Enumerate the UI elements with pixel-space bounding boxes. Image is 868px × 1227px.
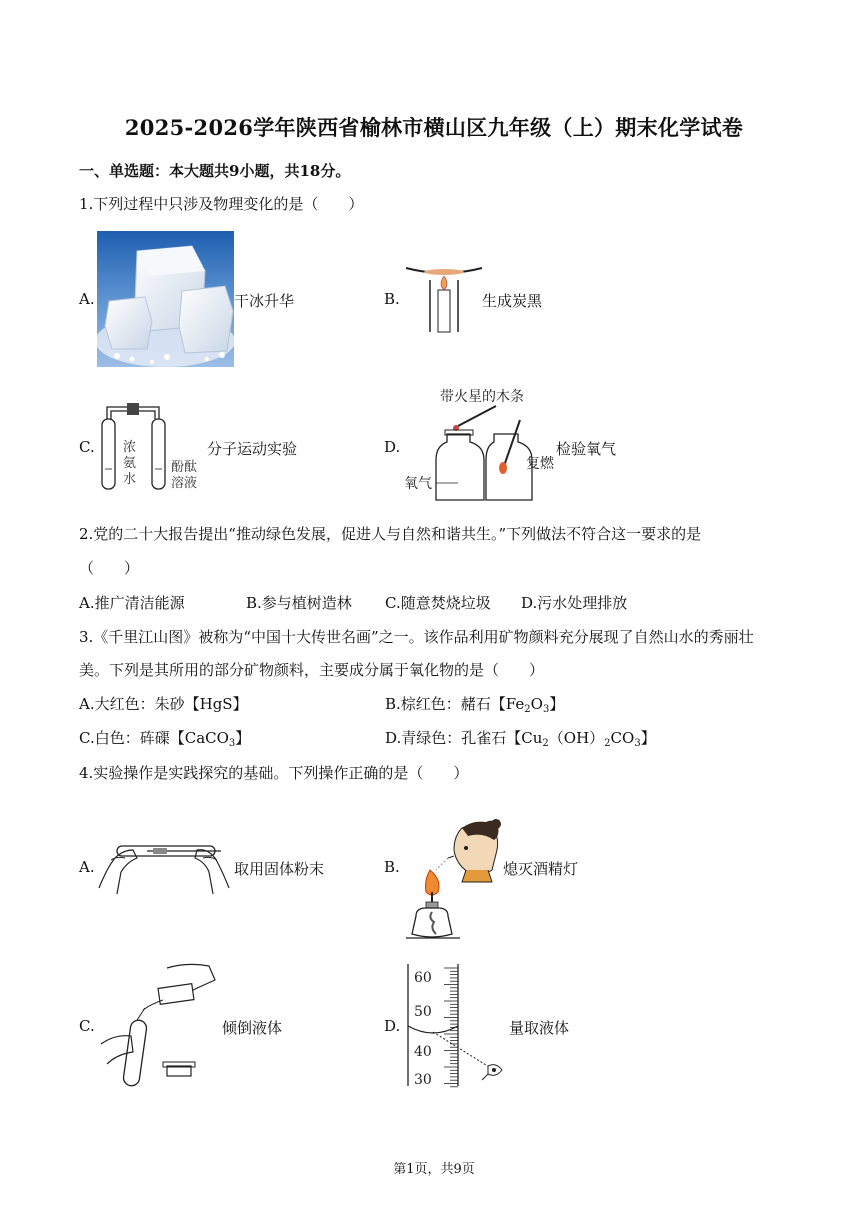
powder-sampling-illustration bbox=[97, 828, 231, 896]
svg-text:水: 水 bbox=[123, 472, 137, 487]
q1-option-b-text: 生成炭黑 bbox=[482, 292, 543, 310]
q2-stem-line1: 2.党的二十大报告提出“推动绿色发展，促进人与自然和谐共生。”下列做法不符合这一要求的是 bbox=[79, 525, 702, 543]
q2-stem-line2: （ ） bbox=[79, 559, 140, 577]
q1-option-b-letter: B. bbox=[384, 290, 400, 308]
q4-option-d-letter: D. bbox=[384, 1017, 401, 1035]
section-heading: 一、单选题：本大题共9小题，共18分。 bbox=[79, 162, 351, 180]
q4-stem: 4.实验操作是实践探究的基础。下列操作正确的是（ ） bbox=[79, 764, 469, 782]
q2-option-d: D.污水处理排放 bbox=[521, 594, 628, 612]
q1-option-c-letter: C. bbox=[79, 438, 95, 456]
svg-text:氨: 氨 bbox=[123, 456, 137, 471]
molecule-motion-apparatus bbox=[97, 399, 207, 495]
splint-label: 带火星的木条 bbox=[440, 389, 524, 405]
q4-option-a-text: 取用固体粉末 bbox=[234, 860, 325, 878]
ammonia-label: 浓 bbox=[123, 440, 137, 455]
q3-option-c: C.白色：砗磲【CaCO$_3$】 bbox=[79, 729, 251, 749]
graduated-cylinder-illustration bbox=[402, 960, 512, 1090]
q4-option-d-text: 量取液体 bbox=[509, 1019, 570, 1037]
phenolphthalein-label: 酚酞 bbox=[171, 460, 198, 475]
page-footer: 第1页，共9页 bbox=[393, 1162, 475, 1177]
q3-stem-line2: 美。下列是其所用的部分矿物颜料，主要成分属于氧化物的是（ ） bbox=[79, 661, 545, 679]
oxygen-label: 氧气 bbox=[404, 476, 432, 492]
blow-out-lamp-illustration bbox=[402, 818, 502, 942]
q1-option-d-letter: D. bbox=[384, 438, 401, 456]
q1-stem: 1.下列过程中只涉及物理变化的是（ ） bbox=[79, 195, 364, 213]
q3-option-d: D.青绿色：孔雀石【$Cu_2(OH)_2CO_3$】 bbox=[385, 729, 656, 749]
candle-dish-image bbox=[402, 262, 486, 334]
q4-option-c-letter: C. bbox=[79, 1017, 95, 1035]
dry-ice-image bbox=[97, 231, 234, 367]
page-title: 2025-2026学年陕西省榆林市横山区九年级（上）期末化学试卷 bbox=[124, 115, 744, 140]
q1-option-c-text: 分子运动实验 bbox=[207, 440, 298, 458]
q3-option-a: A.大红色：朱砂【HgS】 bbox=[79, 695, 248, 713]
tick-label-60: 60 bbox=[414, 970, 432, 986]
q1-option-d-text: 检验氧气 bbox=[556, 440, 617, 458]
q4-option-a-letter: A. bbox=[79, 858, 95, 876]
q3-stem-line1: 3.《千里江山图》被称为“中国十大传世名画”之一。该作品利用矿物颜料充分展现了自然山水的秀丽壮 bbox=[79, 628, 754, 646]
reignite-label: 复燃 bbox=[526, 456, 554, 472]
pour-liquid-illustration bbox=[97, 960, 221, 1090]
tick-label-40: 40 bbox=[414, 1044, 432, 1060]
tick-label-50: 50 bbox=[414, 1004, 432, 1020]
q1-option-a-text: 干冰升华 bbox=[234, 292, 295, 310]
tick-label-30: 30 bbox=[414, 1072, 432, 1088]
q2-option-a: A.推广清洁能源 bbox=[79, 594, 185, 612]
q4-option-c-text: 倾倒液体 bbox=[222, 1019, 283, 1037]
oxygen-test-apparatus bbox=[402, 384, 562, 504]
svg-text:溶液: 溶液 bbox=[171, 476, 198, 491]
q4-option-b-text: 熄灭酒精灯 bbox=[503, 860, 579, 878]
q1-option-a-letter: A. bbox=[79, 290, 95, 308]
q2-option-c: C.随意焚烧垃圾 bbox=[385, 594, 491, 612]
q2-option-b: B.参与植树造林 bbox=[246, 594, 352, 612]
q3-option-b: B.棕红色：赭石【$Fe_2O_3$】 bbox=[385, 695, 565, 715]
q4-option-b-letter: B. bbox=[384, 858, 400, 876]
